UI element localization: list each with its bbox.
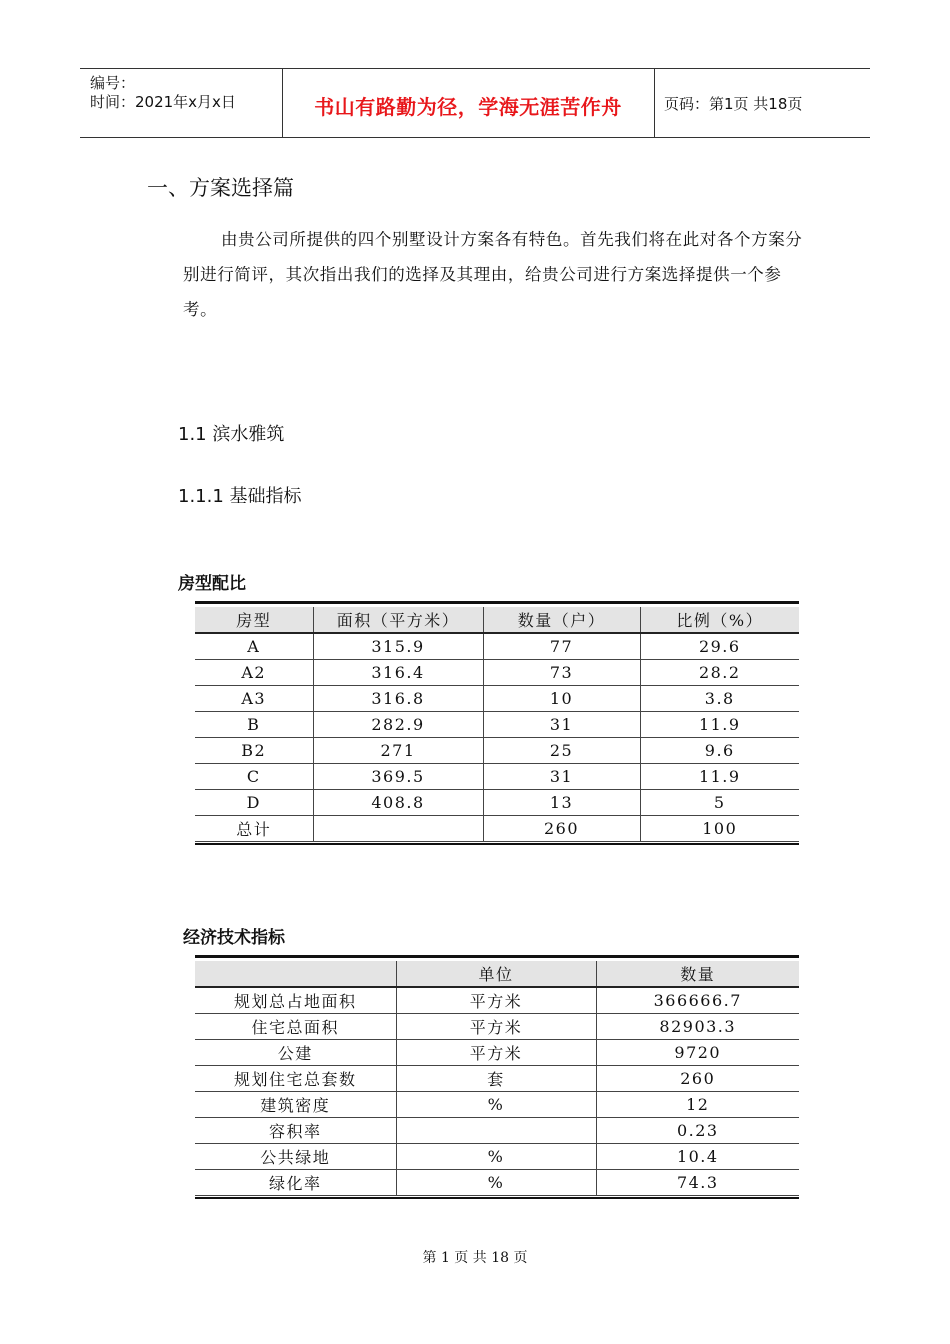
table-row xyxy=(195,1118,799,1144)
section-heading: 一、方案选择篇 xyxy=(147,176,294,200)
subsection-heading: 1.1 滨水雅筑 xyxy=(178,424,285,445)
table-cell: D xyxy=(195,790,313,816)
header-meta-cell xyxy=(80,69,283,137)
table-row xyxy=(195,686,799,712)
intro-paragraph-text: 由贵公司所提供的四个别墅设计方案各有特色。首先我们将在此对各个方案分别进行简评，其次指出我们的选择及其理由，给贵公司进行方案选择提供一个参考。 xyxy=(183,230,803,319)
table-cell: 82903.3 xyxy=(596,1014,799,1040)
table-cell: 11.9 xyxy=(640,712,799,738)
table-cell: 公建 xyxy=(195,1040,396,1066)
table-cell: 绿化率 xyxy=(195,1170,396,1196)
table2-bottom-rule xyxy=(195,1197,799,1199)
table-cell: 规划住宅总套数 xyxy=(195,1066,396,1092)
column-header: 单位 xyxy=(396,961,596,987)
page-footer: 第 1 页 共 18 页 xyxy=(422,1250,528,1266)
table-cell: 平方米 xyxy=(396,1040,596,1066)
table-cell: 260 xyxy=(483,816,640,842)
table1-caption: 房型配比 xyxy=(178,574,246,594)
table-header-row xyxy=(195,607,799,633)
table-cell: B xyxy=(195,712,313,738)
table-row xyxy=(195,738,799,764)
table-row xyxy=(195,1066,799,1092)
table-cell: % xyxy=(396,1144,596,1170)
table-cell: 31 xyxy=(483,712,640,738)
table-cell: 77 xyxy=(483,633,640,660)
table-row xyxy=(195,1092,799,1118)
table-cell: 9.6 xyxy=(640,738,799,764)
table-cell: A3 xyxy=(195,686,313,712)
table-row xyxy=(195,712,799,738)
table-cell: A xyxy=(195,633,313,660)
table-row xyxy=(195,816,799,842)
table-cell: 316.4 xyxy=(313,660,483,686)
intro-paragraph xyxy=(183,222,808,327)
table1-bottom-rule xyxy=(195,843,799,845)
table-row xyxy=(195,1040,799,1066)
table-cell: 建筑密度 xyxy=(195,1092,396,1118)
table-cell: 平方米 xyxy=(396,987,596,1014)
table-row xyxy=(195,1144,799,1170)
table-cell: 10.4 xyxy=(596,1144,799,1170)
table-row xyxy=(195,764,799,790)
table-cell: 271 xyxy=(313,738,483,764)
document-number-label: 编号： xyxy=(90,74,136,92)
table-cell: 282.9 xyxy=(313,712,483,738)
table-cell xyxy=(313,816,483,842)
table-row xyxy=(195,987,799,1014)
header-motto: 书山有路勤为径，学海无涯苦作舟 xyxy=(314,95,622,119)
column-header: 数量 xyxy=(596,961,799,987)
table-cell: % xyxy=(396,1092,596,1118)
table-cell: 12 xyxy=(596,1092,799,1118)
column-header: 面积（平方米） xyxy=(313,607,483,633)
table-row xyxy=(195,1170,799,1196)
table-cell: 316.8 xyxy=(313,686,483,712)
unit-mix-table xyxy=(195,607,799,842)
table-cell: 3.8 xyxy=(640,686,799,712)
table1-top-rule xyxy=(195,601,799,604)
table-cell: B2 xyxy=(195,738,313,764)
table-cell: 369.5 xyxy=(313,764,483,790)
table-cell: 11.9 xyxy=(640,764,799,790)
table-cell: 100 xyxy=(640,816,799,842)
table-cell: 9720 xyxy=(596,1040,799,1066)
table-cell: 25 xyxy=(483,738,640,764)
column-header xyxy=(195,961,396,987)
table-cell: 公共绿地 xyxy=(195,1144,396,1170)
table-cell: 套 xyxy=(396,1066,596,1092)
table-cell: 73 xyxy=(483,660,640,686)
table-cell: 74.3 xyxy=(596,1170,799,1196)
table-cell: C xyxy=(195,764,313,790)
table-row xyxy=(195,660,799,686)
table-cell: 10 xyxy=(483,686,640,712)
table-row xyxy=(195,633,799,660)
header-page-number: 页码：第1页 共18页 xyxy=(664,95,803,113)
table-row xyxy=(195,790,799,816)
table-cell: 5 xyxy=(640,790,799,816)
table-cell: 29.6 xyxy=(640,633,799,660)
page-header xyxy=(80,68,870,138)
economic-indicators-table xyxy=(195,961,799,1196)
document-time-label: 时间：2021年x月x日 xyxy=(90,93,236,111)
table-cell: 住宅总面积 xyxy=(195,1014,396,1040)
table-header-row xyxy=(195,961,799,987)
table-cell: 平方米 xyxy=(396,1014,596,1040)
table2-top-rule xyxy=(195,955,799,958)
subsubsection-heading: 1.1.1 基础指标 xyxy=(178,486,302,507)
table-cell: 315.9 xyxy=(313,633,483,660)
column-header: 比例（%） xyxy=(640,607,799,633)
header-motto-cell xyxy=(282,69,655,137)
header-page-cell xyxy=(654,69,870,137)
column-header: 数量（户） xyxy=(483,607,640,633)
table-row xyxy=(195,1014,799,1040)
table-cell: 28.2 xyxy=(640,660,799,686)
table-cell: 容积率 xyxy=(195,1118,396,1144)
table-cell xyxy=(396,1118,596,1144)
table-cell: % xyxy=(396,1170,596,1196)
table-cell: 408.8 xyxy=(313,790,483,816)
table-cell: 366666.7 xyxy=(596,987,799,1014)
table-cell: A2 xyxy=(195,660,313,686)
column-header: 房型 xyxy=(195,607,313,633)
table-cell: 260 xyxy=(596,1066,799,1092)
table-cell: 0.23 xyxy=(596,1118,799,1144)
table-cell: 总计 xyxy=(195,816,313,842)
table-cell: 规划总占地面积 xyxy=(195,987,396,1014)
table-cell: 13 xyxy=(483,790,640,816)
table-cell: 31 xyxy=(483,764,640,790)
table2-caption: 经济技术指标 xyxy=(183,928,285,948)
